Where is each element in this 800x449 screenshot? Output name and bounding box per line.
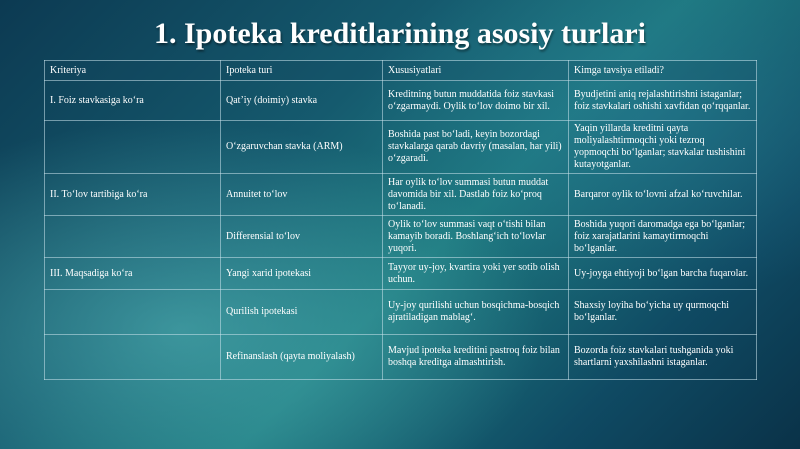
criteria-cell [45,335,221,380]
features-cell: Tayyor uy-joy, kvartira yoki yer sotib olish uchun. [383,258,569,290]
features-cell: Har oylik toʻlov summasi butun muddat davomida bir xil. Dastlab foiz koʻproq toʻlanadi. [383,174,569,216]
header-criteria: Kriteriya [45,61,221,81]
recommended-cell: Boshida yuqori daromadga ega boʻlganlar; foiz xarajatlarini kamaytirmoqchi boʻlganlar. [569,216,757,258]
type-cell: Refinanslash (qayta moliyalash) [221,335,383,380]
mortgage-types-table [44,60,757,380]
type-cell: Differensial toʻlov [221,216,383,258]
table-row [45,81,757,121]
header-mortgage-type: Ipoteka turi [221,61,383,81]
type-cell: Qurilish ipotekasi [221,290,383,335]
recommended-cell: Barqaror oylik toʻlovni afzal koʻruvchilar. [569,174,757,216]
criteria-cell: II. Toʻlov tartibiga koʻra [45,174,221,216]
recommended-cell: Bozorda foiz stavkalari tushganida yoki shartlarni yaxshilashni istaganlar. [569,335,757,380]
type-cell: Oʻzgaruvchan stavka (ARM) [221,121,383,174]
features-cell: Uy-joy qurilishi uchun bosqichma-bosqich ajratiladigan mablagʻ. [383,290,569,335]
criteria-cell [45,216,221,258]
table-row [45,216,757,258]
recommended-cell: Uy-joyga ehtiyoji boʻlgan barcha fuqarolar. [569,258,757,290]
recommended-cell: Shaxsiy loyiha boʻyicha uy qurmoqchi boʻlganlar. [569,290,757,335]
slide-title: 1. Ipoteka kreditlarining asosiy turlari [154,17,646,50]
type-cell: Qatʼiy (doimiy) stavka [221,81,383,121]
features-cell: Boshida past boʻladi, keyin bozordagi stavkalarga qarab davriy (masalan, har yili) oʻzgaradi. [383,121,569,174]
table-row [45,121,757,174]
criteria-cell [45,121,221,174]
type-cell: Yangi xarid ipotekasi [221,258,383,290]
recommended-cell: Byudjetini aniq rejalashtirishni istaganlar; foiz stavkalari oshishi xavfidan qoʻrqqanlar. [569,81,757,121]
features-cell: Oylik toʻlov summasi vaqt oʻtishi bilan kamayib boradi. Boshlangʻich toʻlovlar yuqori. [383,216,569,258]
table-row [45,335,757,380]
table-header-row [45,61,757,81]
type-cell: Annuitet toʻlov [221,174,383,216]
table-row [45,174,757,216]
header-features: Xususiyatlari [383,61,569,81]
recommended-cell: Yaqin yillarda kreditni qayta moliyalashtirmoqchi yoki tezroq yopmoqchi boʻlganlar; stavkalar tushishini kutayotganlar. [569,121,757,174]
criteria-cell [45,290,221,335]
criteria-cell: I. Foiz stavkasiga koʻra [45,81,221,121]
features-cell: Mavjud ipoteka kreditini pastroq foiz bilan boshqa kreditga almashtirish. [383,335,569,380]
header-recommended-for: Kimga tavsiya etiladi? [569,61,757,81]
table-row [45,258,757,290]
table-row [45,290,757,335]
criteria-cell: III. Maqsadiga koʻra [45,258,221,290]
features-cell: Kreditning butun muddatida foiz stavkasi oʻzgarmaydi. Oylik toʻlov doimo bir xil. [383,81,569,121]
